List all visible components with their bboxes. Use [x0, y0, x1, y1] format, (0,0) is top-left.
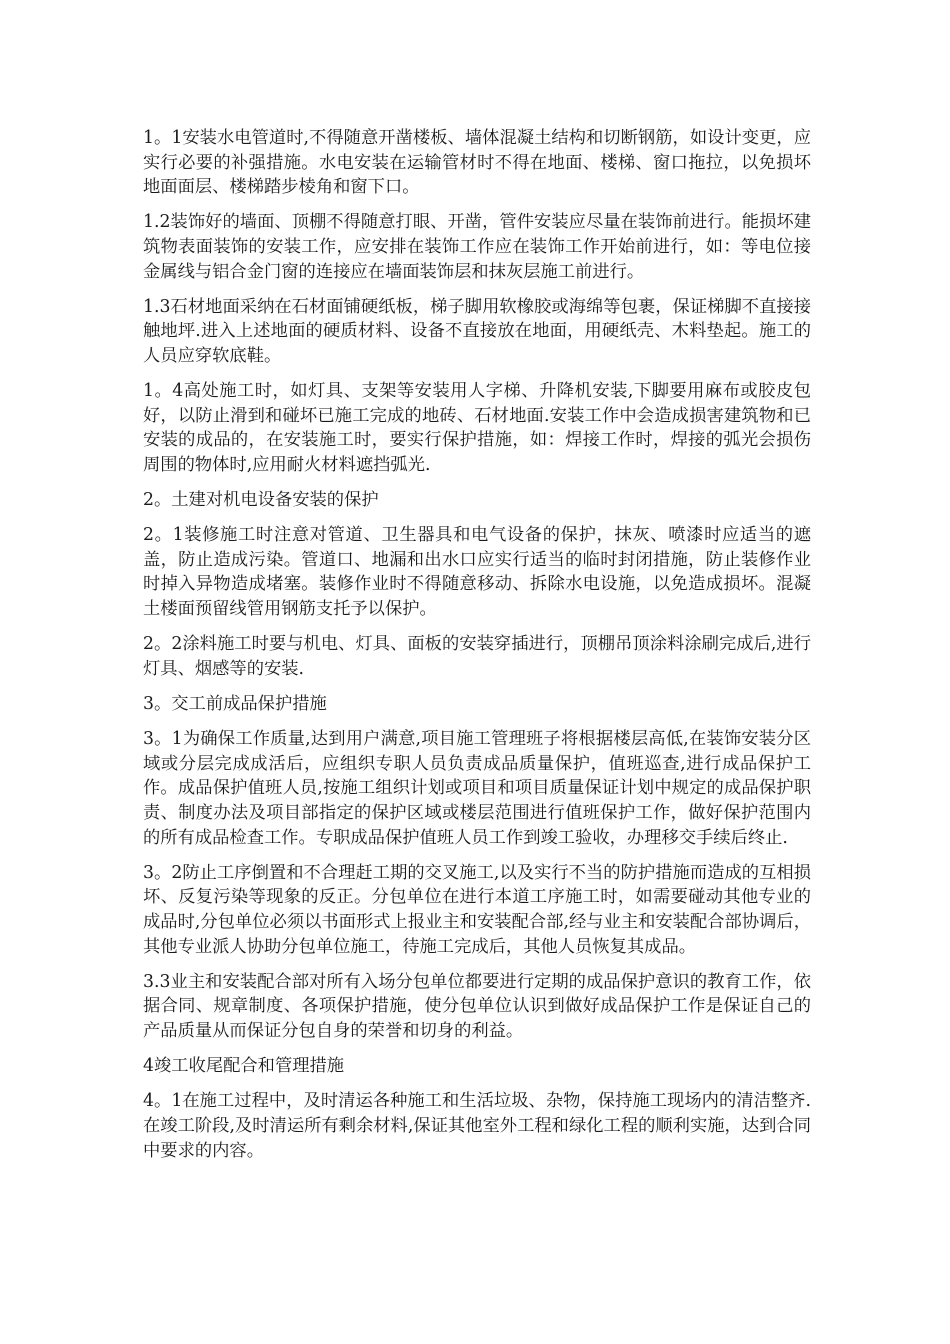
paragraph-2-2: 2。2涂料施工时要与机电、灯具、面板的安装穿插进行，顶棚吊顶涂料涂刷完成后,进行灯具、烟感等的安装.: [143, 634, 811, 679]
paragraph-1-4: 1。4高处施工时，如灯具、支架等安装用人字梯、升降机安装,下脚要用麻布或胶皮包好，以防止滑到和碰坏已施工完成的地砖、石材地面.安装工作中会造成损害建筑物和已安装的成品的，在安装施工时，要实行保护措施，如：焊接工作时，焊接的弧光会损伤周围的物体时,应用耐火材料遮挡弧光.: [143, 381, 811, 475]
paragraph-3-2: 3。2防止工序倒置和不合理赶工期的交叉施工,以及实行不当的防护措施而造成的互相损坏、反复污染等现象的反正。分包单位在进行本道工序施工时，如需要碰动其他专业的成品时,分包单位必须以书面形式上报业主和安装配合部,经与业主和安装配合部协调后，其他专业派人协助分包单位施工，待施工完成后，其他人员恢复其成品。: [143, 862, 811, 957]
paragraph-4-1: 4。1在施工过程中，及时清运各种施工和生活垃圾、杂物，保持施工现场内的清洁整齐.在竣工阶段,及时清运所有剩余材料,保证其他室外工程和绿化工程的顺利实施，达到合同中要求的内容。: [143, 1091, 811, 1161]
paragraph-3-1: 3。1为确保工作质量,达到用户满意,项目施工管理班子将根据楼层高低,在装饰安装分区域或分层完成成活后，应组织专职人员负责成品质量保护，值班巡查,进行成品保护工作。成品保护值班人员,按施工组织计划或项目和项目质量保证计划中规定的成品保护职责、制度办法及项目部指定的保护区域或楼层范围进行值班保护工作，做好保护范围内的所有成品检查工作。专职成品保护值班人员工作到竣工验收，办理移交手续后终止.: [143, 729, 811, 848]
section-heading-2: 2。土建对机电设备安装的保护: [143, 490, 379, 511]
section-heading-3: 3。交工前成品保护措施: [143, 694, 327, 715]
paragraph-1-1: 1。1安装水电管道时,不得随意开凿楼板、墙体混凝土结构和切断钢筋，如设计变更，应实行必要的补强措施。水电安装在运输管材时不得在地面、楼梯、窗口拖拉，以免损坏地面面层、楼梯踏步棱角和窗下口。: [143, 128, 811, 198]
document-body: [143, 126, 811, 1174]
paragraph-1-2: 1.2装饰好的墙面、顶棚不得随意打眼、开凿，管件安装应尽量在装饰前进行。能损坏建筑物表面装饰的安装工作，应安排在装饰工作应在装饰工作开始前进行，如：等电位接金属线与铝合金门窗的连接应在墙面装饰层和抹灰层施工前进行。: [143, 212, 811, 282]
paragraph-2-1: 2。1装修施工时注意对管道、卫生器具和电气设备的保护，抹灰、喷漆时应适当的遮盖，防止造成污染。管道口、地漏和出水口应实行适当的临时封闭措施，防止装修作业时掉入异物造成堵塞。装修作业时不得随意移动、拆除水电设施，以免造成损坏。混凝土楼面预留线管用钢筋支托予以保护。: [143, 525, 811, 620]
paragraph-3-3: 3.3业主和安装配合部对所有入场分包单位都要进行定期的成品保护意识的教育工作，依据合同、规章制度、各项保护措施，使分包单位认识到做好成品保护工作是保证自己的产品质量从而保证分包自身的荣誉和切身的利益。: [143, 971, 811, 1041]
paragraph-1-3: 1.3石材地面采纳在石材面铺硬纸板，梯子脚用软橡胶或海绵等包裹，保证梯脚不直接接触地坪.进入上述地面的硬质材料、设备不直接放在地面，用硬纸壳、木料垫起。施工的人员应穿软底鞋。: [143, 296, 811, 366]
section-heading-4: 4竣工收尾配合和管理措施: [143, 1056, 345, 1077]
